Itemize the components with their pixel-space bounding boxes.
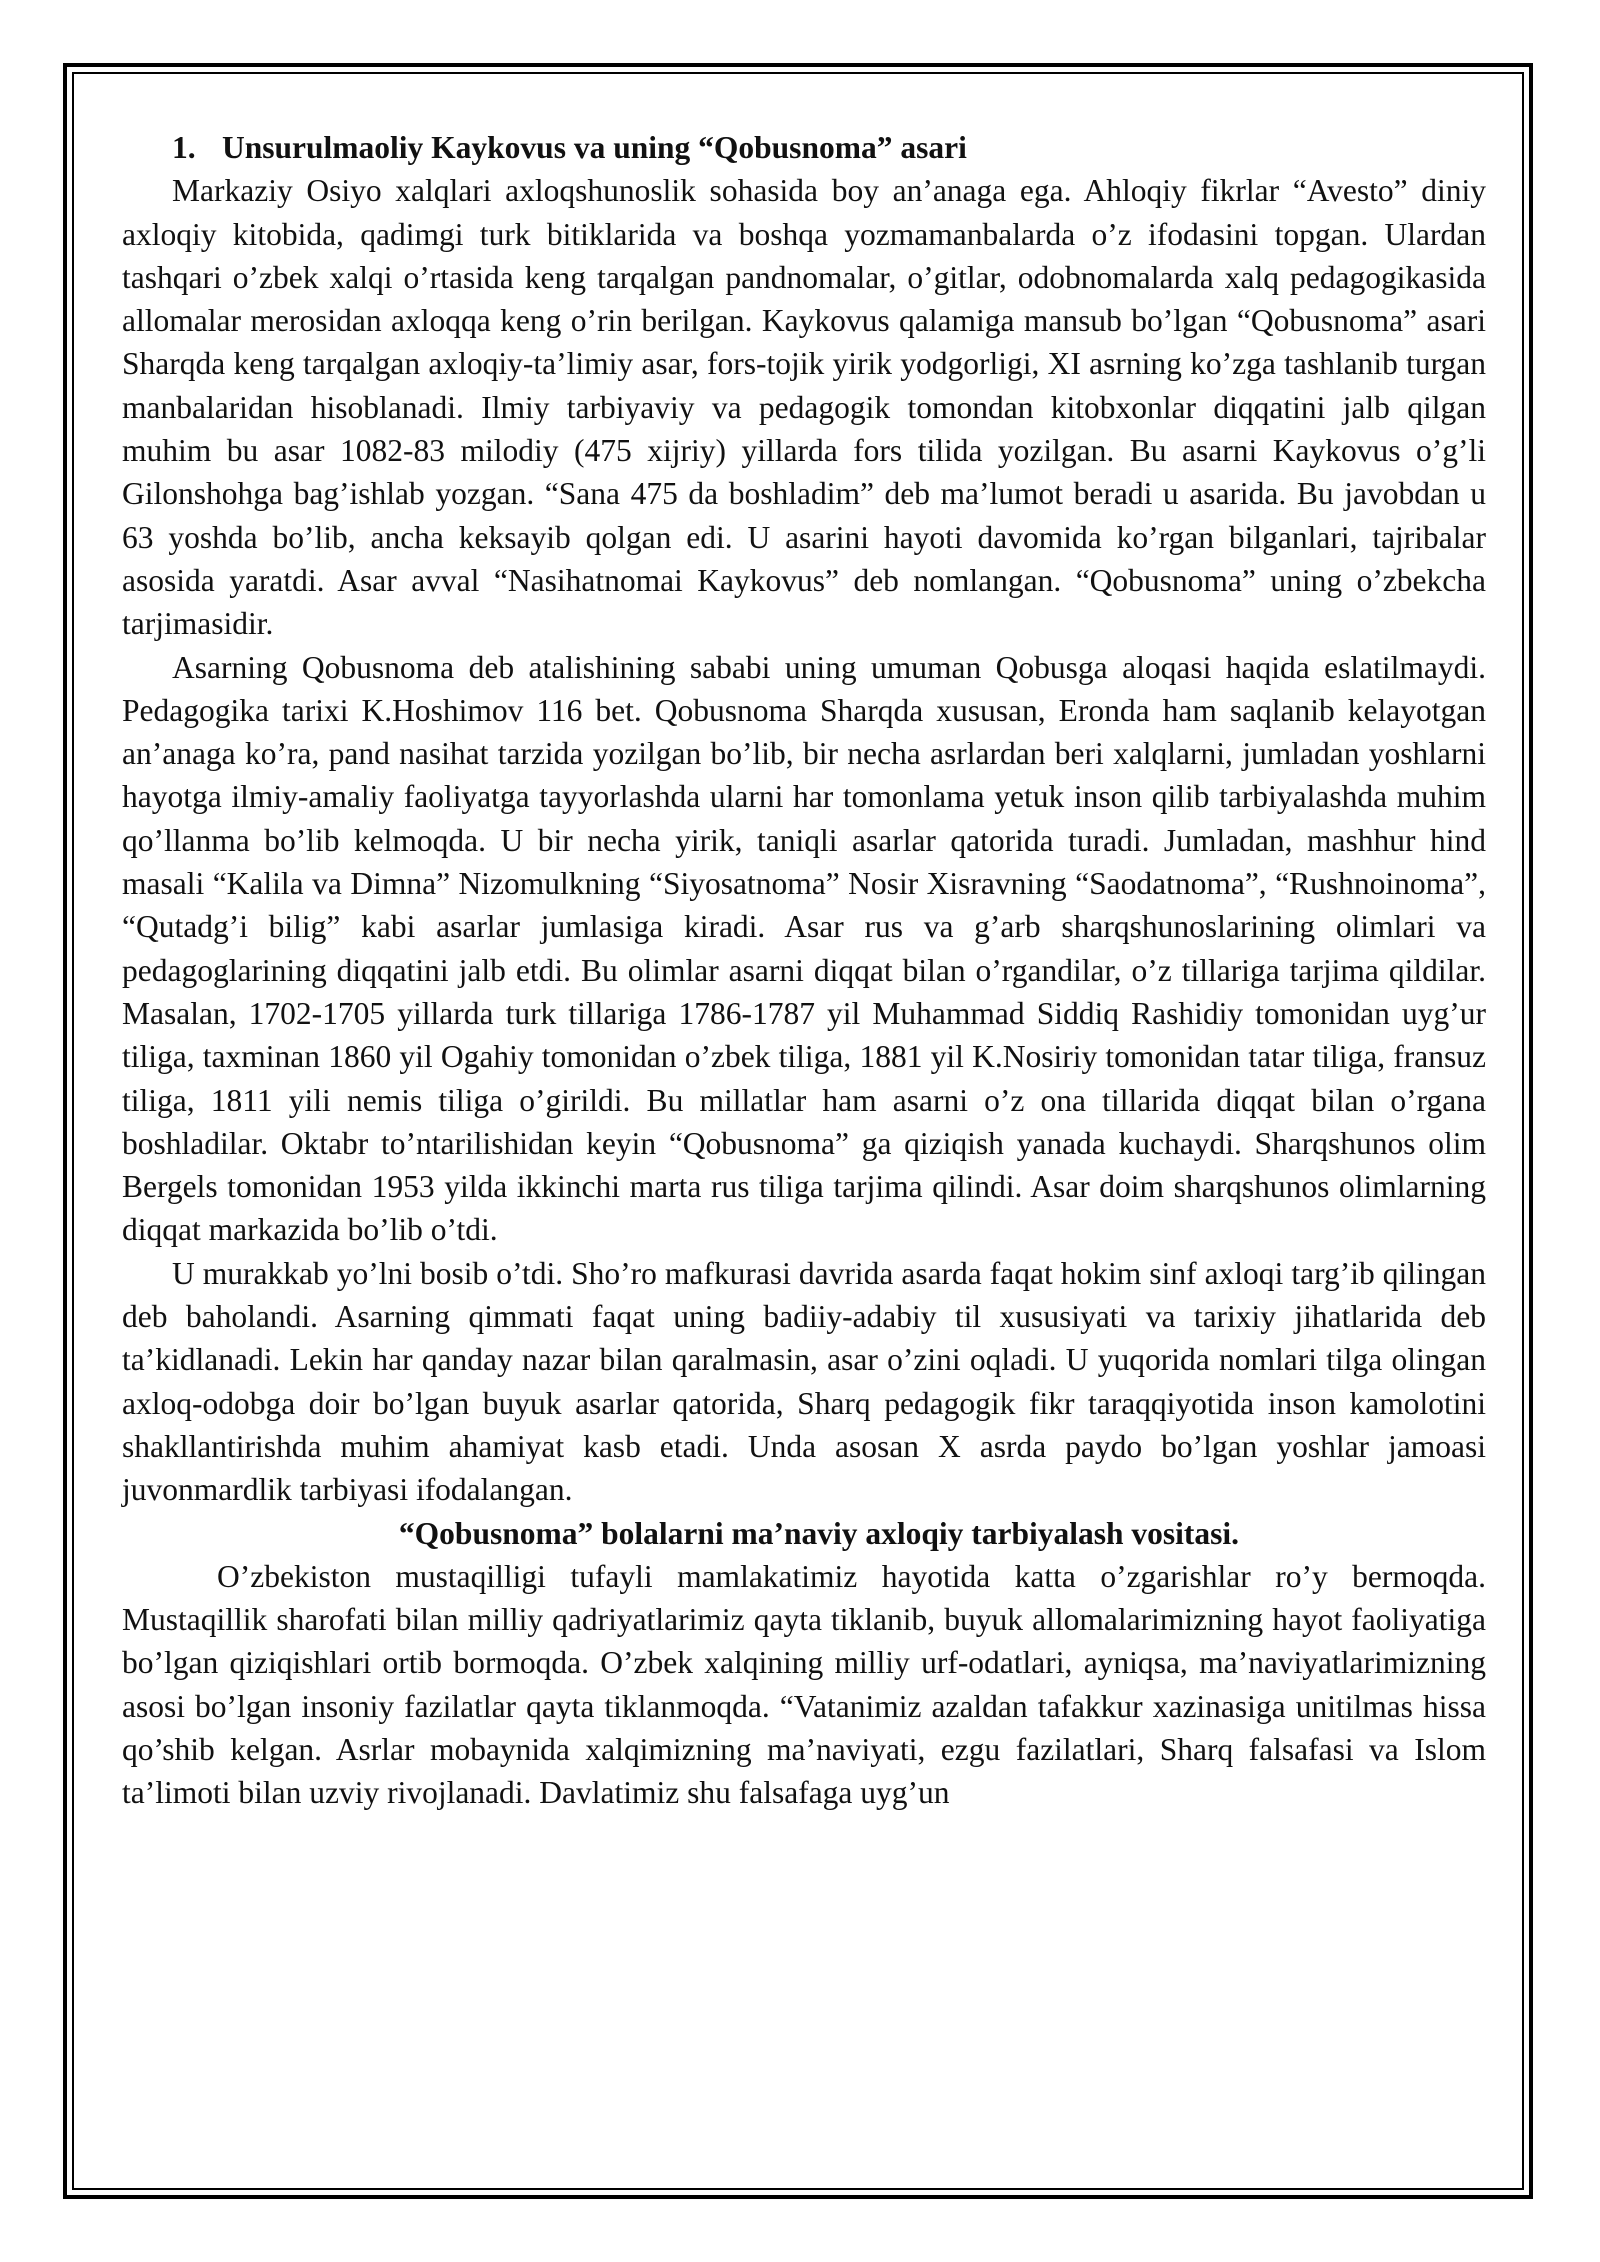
paragraph-4: O’zbekiston mustaqilligi tufayli mamlakatimiz hayotida katta o’zgarishlar ro’y bermoqda. Mustaqillik sharofati bilan milliy qadriyatlarimiz qayta tiklanib, buyuk allomalarimizning hayot faoliyatiga bo’lgan qiziqishlari ortib bormoqda. O’zbek xalqining milliy urf-odatlari, ayniqsa, ma’naviyatlarimizning asosi bo’lgan insoniy fazilatlar qayta tiklanmoqda. “Vatanimiz azaldan tafakkur xazinasiga unitilmas hissa qo’shib kelgan. Asrlar mobaynida xalqimizning ma’naviyati, ezgu fazilatlari, Sharq falsafasi va Islom ta’limoti bilan uzviy rivojlanadi. Davlatimiz shu falsafaga uyg’un bbox=[122, 1558, 1486, 1811]
heading-text: Unsurulmaoliy Kaykovus va uning “Qobusnoma” asari bbox=[222, 130, 967, 165]
section-heading-2: “Qobusnoma” bolalarni ma’naviy axloqiy tarbiyalash vositasi. bbox=[398, 1515, 1240, 1551]
heading-number: 1. bbox=[172, 130, 196, 165]
paragraph-1: Markaziy Osiyo xalqlari axloqshunoslik sohasida boy an’anaga ega. Ahloqiy fikrlar “Avesto” diniy axloqiy kitobida, qadimgi turk bitiklarida va boshqa yozmamanbalarda o’z ifodasini topgan. Ulardan tashqari o’zbek xalqi o’rtasida keng tarqalgan pandnomalar, o’gitlar, odobnomalarda xalq pedagogikasida allomalar merosidan axloqqa keng o’rin berilgan. Kaykovus qalamiga mansub bo’lgan “Qobusnoma” asari Sharqda keng tarqalgan axloqiy-ta’limiy asar, fors-tojik yirik yodgorligi, XI asrning ko’zga tashlanib turgan manbalaridan hisoblanadi. Ilmiy tarbiyaviy va pedagogik tomondan kitobxonlar diqqatini jalb qilgan muhim bu asar 1082-83 milodiy (475 xijriy) yillarda fors tilida yozilgan. Bu asarni Kaykovus o’g’li Gilonshohga bag’ishlab yozgan. “Sana 475 da boshladim” deb ma’lumot beradi u asarida. Bu javobdan u 63 yoshda bo’lib, ancha keksayib qolgan edi. U asarini hayoti davomida ko’rgan bilganlari, tajribalar asosida yaratdi. Asar avval “Nasihatnomai Kaykovus” deb nomlangan. “Qobusnoma” uning o’zbekcha tarjimasidir. bbox=[122, 173, 1486, 642]
paragraph-3: U murakkab yo’lni bosib o’tdi. Sho’ro mafkurasi davrida asarda faqat hokim sinf axloqi targ’ib qilingan deb baholandi. Asarning qimmati faqat uning badiiy-adabiy til xususiyati va tarixiy jihatlarida deb ta’kidlanadi. Lekin har qanday nazar bilan qaralmasin, asar o’zini oqladi. U yuqorida nomlari tilga olingan axloq-odobga doir bo’lgan buyuk asarlar qatorida, Sharq pedagogik fikr taraqqiyotida inson kamolotini shakllantirishda muhim ahamiyat kasb etadi. Unda asosan X asrda paydo bo’lgan yoshlar jamoasi juvonmardlik tarbiyasi ifodalangan. bbox=[122, 1255, 1486, 1508]
section-heading-1 bbox=[172, 126, 1486, 169]
paragraph-2: Asarning Qobusnoma deb atalishining sababi uning umuman Qobusga aloqasi haqida eslatilmaydi. Pedagogika tarixi K.Hoshimov 116 bet. Qobusnoma Sharqda xususan, Eronda ham saqlanib kelayotgan an’anaga ko’ra, pand nasihat tarzida yozilgan bo’lib, bir necha asrlardan beri xalqlarni, jumladan yoshlarni hayotga ilmiy-amaliy faoliyatga tayyorlashda ularni har tomonlama yetuk inson qilib tarbiyalashda muhim qo’llanma bo’lib kelmoqda. U bir necha yirik, taniqli asarlar qatorida turadi. Jumladan, mashhur hind masali “Kalila va Dimna” Nizomulkning “Siyosatnoma” Nosir Xisravning “Saodatnoma”, “Rushnoinoma”, “Qutadg’i bilig” kabi asarlar jumlasiga kiradi. Asar rus va g’arb sharqshunoslarining olimlari va pedagoglarining diqqatini jalb etdi. Bu olimlar asarni diqqat bilan o’rgandilar, o’z tillariga tarjima qildilar. Masalan, 1702-1705 yillarda turk tillariga 1786-1787 yil Muhammad Siddiq Rashidiy tomonidan uyg’ur tiliga, taxminan 1860 yil Ogahiy tomonidan o’zbek tiliga, 1881 yil K.Nosiriy tomonidan tatar tiliga, fransuz tiliga, 1811 yili nemis tiliga o’girildi. Bu millatlar ham asarni o’z ona tillarida diqqat bilan o’rgana boshladilar. Oktabr to’ntarilishidan keyin “Qobusnoma” ga qiziqish yanada kuchaydi. Sharqshunos olim Bergels tomonidan 1953 yilda ikkinchi marta rus tiliga tarjima qilindi. Asar doim sharqshunos olimlarning diqqat markazida bo’lib o’tdi. bbox=[122, 649, 1486, 1248]
document-body bbox=[122, 126, 1486, 1815]
